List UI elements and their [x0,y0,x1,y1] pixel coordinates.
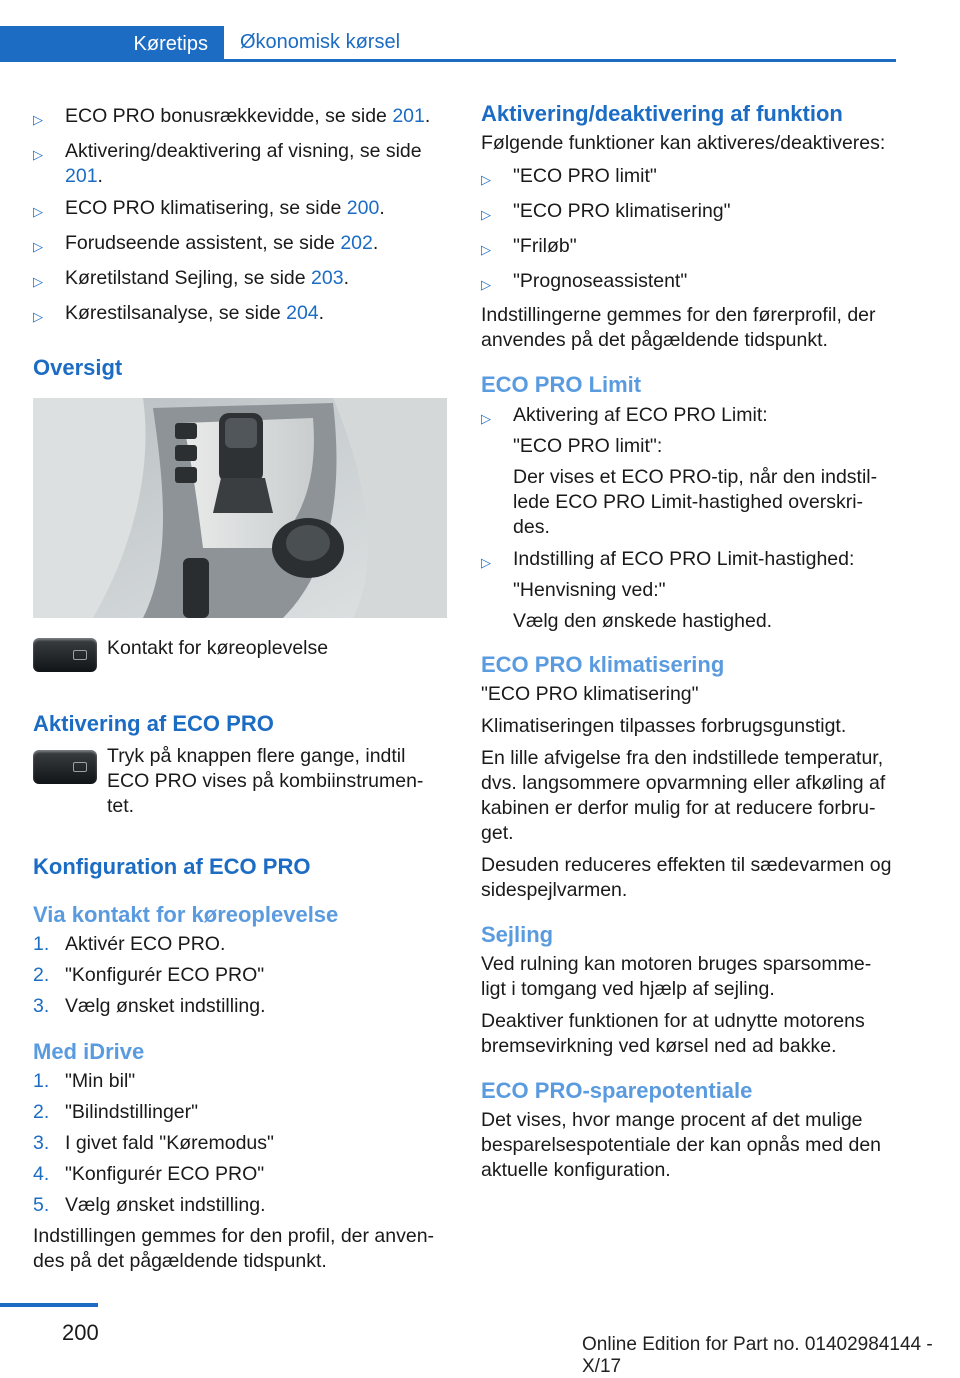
list-item: ▷ ECO PRO klimatisering, se side 200. [33,192,447,227]
list-item: 2. "Bilindstillinger" [33,1101,199,1123]
activation-row [33,744,447,819]
triangle-bullet-icon: ▷ [481,242,491,257]
page-link[interactable]: 201 [392,105,425,127]
list-item: 5. Vælg ønsket indstilling. [33,1194,266,1216]
list-item: ▷ Aktivering/deaktivering af visning, se side 201. [33,140,422,187]
center-console-illustration [33,398,447,618]
sailing-para: Deaktiver funktionen for at udnytte motorens bremsevirkning ved kørsel ned ad bakke. [481,1010,865,1057]
switch-caption-row [33,636,447,672]
idrive-note: Indstillingen gemmes for den profil, der anven‐des på det pågældende tidspunkt. [33,1225,435,1272]
edition-note: Online Edition for Part no. 01402984144 - X/17 [582,1334,933,1377]
intro-bullet-list [33,100,447,332]
driving-experience-switch-icon [33,750,97,784]
list-item: 1. "Min bil" [33,1070,136,1092]
triangle-bullet-icon: ▷ [481,277,491,292]
subheading-savings: ECO PRO-sparepotentiale [481,1078,753,1103]
tab-koeretips[interactable]: Køretips [0,26,224,62]
list-item: ▷ "Prognoseassistent" [481,265,895,300]
list-item: 4. "Konfigurér ECO PRO" [33,1163,265,1185]
activate-intro: Følgende funktioner kan aktiveres/deaktiveres: [481,132,886,154]
triangle-bullet-icon: ▷ [33,147,43,162]
climate-para: En lille afvigelse fra den indstillede temperatur, dvs. langsommere opvarmning eller afkøling af kabinen er derfor mulig for at reducere forbru‐get. [481,747,886,844]
footer-line [0,1303,98,1307]
triangle-bullet-icon: ▷ [33,204,43,219]
sailing-para: Ved rulning kan motoren bruges sparsomme‐ligt i tomgang ved hjælp af sejling. [481,953,872,1000]
tab-oekonomisk-koersel[interactable]: Økonomisk kørsel [240,31,401,53]
page-link[interactable]: 201 [65,165,98,187]
triangle-bullet-icon: ▷ [33,239,43,254]
triangle-bullet-icon: ▷ [481,555,491,570]
list-item: 2. "Konfigurér ECO PRO" [33,964,265,986]
header-underline [0,59,896,62]
subheading-eco-pro-limit: ECO PRO Limit [481,372,642,397]
idrive-steps-list [33,1066,447,1221]
triangle-bullet-icon: ▷ [33,274,43,289]
list-item: 1. Aktivér ECO PRO. [33,933,226,955]
list-item: ▷ Aktivering af ECO PRO Limit: "ECO PRO limit": Der vises et ECO PRO-tip, når den indstil‐lede ECO PRO Limit-hastighed overskri‐des. [481,404,878,538]
list-item: 3. Vælg ønsket indstilling. [33,995,266,1017]
savings-para: Det vises, hvor mange procent af det mulige besparelsespotentiale der kan opnås med den aktuelle konfiguration. [481,1109,882,1181]
triangle-bullet-icon: ▷ [481,172,491,187]
list-item: ▷ Indstilling af ECO PRO Limit-hastighed: "Henvisning ved:" Vælg den ønskede hastighed. [481,548,855,632]
page-link[interactable]: 204 [286,302,319,324]
list-item: ▷ "ECO PRO klimatisering" [481,195,895,230]
list-item: ▷ Forudseende assistent, se side 202. [33,227,447,262]
triangle-bullet-icon: ▷ [33,309,43,324]
list-item: ▷ "ECO PRO limit" [481,160,895,195]
list-item: ▷ Kørestilsanalyse, se side 204. [33,297,447,332]
right-column [481,100,895,1187]
left-column [33,100,447,1278]
switch-caption: Kontakt for køreoplevelse [107,637,329,659]
via-steps-list [33,929,447,1022]
page-link[interactable]: 203 [311,267,344,289]
list-item: ▷ Køretilstand Sejling, se side 203. [33,262,447,297]
subheading-sailing: Sejling [481,922,554,947]
climate-para: Klimatiseringen tilpasses forbrugsgunstigt. [481,715,847,737]
header-bar [0,26,896,62]
climate-para: "ECO PRO klimatisering" [481,683,699,705]
section-heading-configuration: Konfiguration af ECO PRO [33,854,311,879]
driving-experience-switch-icon [33,638,97,672]
subheading-eco-pro-climate: ECO PRO klimatisering [481,652,725,677]
section-heading-activation: Aktivering af ECO PRO [33,711,274,736]
subheading-idrive: Med iDrive [33,1039,145,1064]
section-heading-oversigt: Oversigt [33,355,123,380]
climate-para: Desuden reduceres effekten til sædevarmen og sidespejlvarmen. [481,854,892,901]
center-console-photo [33,398,447,618]
page-number: 200 [62,1320,99,1345]
list-item: ▷ "Friløb" [481,230,895,265]
list-item: 3. I givet fald "Køremodus" [33,1132,274,1154]
section-heading-activate-function: Aktivering/deaktivering af funktion [481,101,843,126]
activation-text: Tryk på knappen flere gange, indtil ECO PRO vises på kombiinstrumen‐tet. [107,745,424,817]
triangle-bullet-icon: ▷ [33,112,43,127]
subheading-via-switch: Via kontakt for køreoplevelse [33,902,339,927]
activate-items-list [481,160,895,300]
triangle-bullet-icon: ▷ [481,411,491,426]
page-link[interactable]: 200 [346,197,380,219]
list-item: ▷ ECO PRO bonusrækkevidde, se side 201. [33,100,447,135]
page-link[interactable]: 202 [340,232,373,254]
activate-note: Indstillingerne gemmes for den førerprofil, der anvendes på det pågældende tidspunkt. [481,304,876,351]
triangle-bullet-icon: ▷ [481,207,491,222]
